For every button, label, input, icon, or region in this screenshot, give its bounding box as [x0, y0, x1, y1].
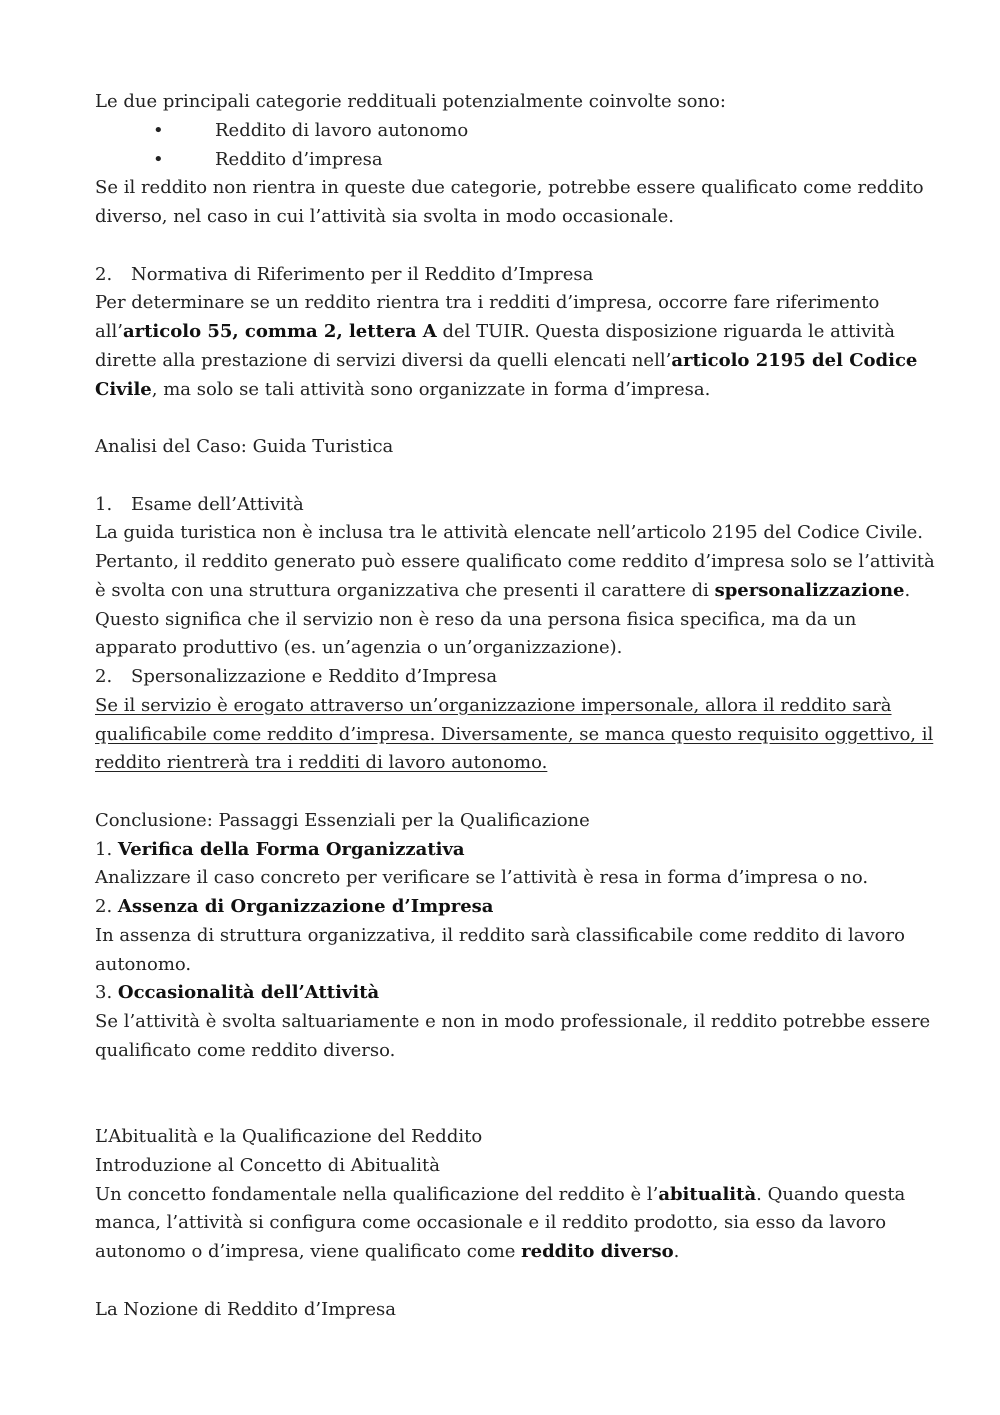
bullet-text: Reddito d’impresa [215, 148, 383, 170]
step-heading [95, 836, 900, 865]
section-heading: L’Abitualità e la Qualificazione del Reddito [95, 1126, 483, 1147]
step-number: 2. [95, 896, 118, 917]
paragraph-line: Analizzare il caso concreto per verificare se l’attività è resa in forma d’impresa o no. [95, 867, 869, 889]
bold-text: spersonalizzazione [714, 579, 905, 601]
spacer [95, 1267, 900, 1296]
text-run: . [673, 1241, 680, 1262]
step-title: Assenza di Organizzazione d’Impresa [117, 896, 494, 917]
intro-line: diverso, nel caso in cui l’attività sia svolta in modo occasionale. [95, 206, 675, 227]
paragraph-line: La guida turistica non è inclusa tra le attività elencate nell’articolo 2195 del Codice Civile. [95, 522, 924, 544]
subsection-heading [95, 663, 900, 692]
text-run: del TUIR. Questa disposizione riguarda le attività [436, 321, 895, 342]
spacer [95, 462, 900, 491]
section-title: Normativa di Riferimento per il Reddito d’Impresa [131, 263, 594, 285]
section-number: 2. [95, 263, 113, 285]
step-number: 1. [95, 838, 118, 860]
paragraph-line: In assenza di struttura organizzativa, il reddito sarà classificabile come reddito di lavoro [95, 924, 905, 946]
spacer [95, 1066, 900, 1124]
section-heading: La Nozione di Reddito d’Impresa [95, 1298, 397, 1320]
step-title: Occasionalità dell’Attività [117, 982, 380, 1004]
intro-lead: Le due principali categorie reddituali potenzialmente coinvolte sono: [95, 91, 726, 112]
step-title: Verifica della Forma Organizzativa [117, 838, 465, 860]
text-run: dirette alla prestazione di servizi diversi da quelli elencati nell’ [95, 349, 672, 371]
section-heading: Analisi del Caso: Guida Turistica [95, 436, 394, 457]
underlined-line: qualificabile come reddito d’impresa. Diversamente, se manca questo requisito oggettivo, il [95, 723, 934, 745]
paragraph-line [95, 318, 900, 347]
bold-text: reddito diverso [521, 1241, 674, 1262]
paragraph-line: Questo significa che il servizio non è reso da una persona fisica specifica, ma da un [95, 608, 857, 630]
subsection-heading: Introduzione al Concetto di Abitualità [95, 1154, 441, 1176]
step-number: 3. [95, 982, 118, 1004]
section-number: 2. [95, 666, 113, 687]
bullet-dot: • [153, 148, 164, 170]
paragraph-line: apparato produttivo (es. un’agenzia o un’organizzazione). [95, 637, 623, 659]
bold-text: articolo 55, comma 2, lettera A [122, 321, 437, 342]
text-run: . [904, 579, 911, 601]
spacer [95, 778, 900, 807]
subsection-heading [95, 491, 900, 520]
paragraph-line: manca, l’attività si configura come occasionale e il reddito prodotto, sia esso da lavoro [95, 1212, 887, 1234]
section-title: Esame dell’Attività [131, 493, 304, 515]
paragraph-line: autonomo. [95, 953, 192, 975]
paragraph-line [95, 1181, 906, 1210]
step-heading [95, 893, 900, 922]
paragraph-line [95, 1238, 900, 1267]
bold-text: Civile [95, 378, 152, 400]
section-title: Spersonalizzazione e Reddito d’Impresa [131, 666, 498, 687]
bullet-item [95, 117, 900, 146]
bullet-text: Reddito di lavoro autonomo [215, 119, 469, 141]
text-run: Un concetto fondamentale nella qualificazione del reddito è l’ [95, 1183, 659, 1205]
text-run: . Quando questa [756, 1183, 906, 1205]
paragraph-line [95, 347, 918, 376]
bullet-dot: • [153, 119, 164, 141]
step-heading [95, 979, 900, 1008]
text-run: è svolta con una struttura organizzativa che presenti il carattere di [95, 579, 715, 601]
bullet-item [95, 146, 900, 175]
paragraph-line [95, 376, 900, 405]
bold-text: abitualità [658, 1183, 757, 1205]
text-run: , ma solo se tali attività sono organizzate in forma d’impresa. [151, 378, 711, 400]
paragraph-line: qualificato come reddito diverso. [95, 1039, 396, 1061]
bold-text: articolo 2195 del Codice [671, 349, 918, 371]
section-heading [95, 261, 900, 290]
underlined-line: reddito rientrerà tra i redditi di lavoro autonomo. [95, 752, 548, 774]
paragraph-line: Pertanto, il reddito generato può essere qualificato come reddito d’impresa solo se l’attività [95, 551, 935, 572]
text-run: all’ [95, 321, 123, 342]
section-heading: Conclusione: Passaggi Essenziali per la Qualificazione [95, 809, 590, 831]
spacer [95, 404, 900, 433]
spacer [95, 232, 900, 261]
paragraph-line: Per determinare se un reddito rientra tra i redditi d’impresa, occorre fare riferimento [95, 292, 880, 314]
paragraph-line: Se l’attività è svolta saltuariamente e non in modo professionale, il reddito potrebbe essere [95, 1011, 931, 1032]
underlined-line: Se il servizio è erogato attraverso un’organizzazione impersonale, allora il reddito sarà [95, 694, 892, 716]
section-number: 1. [95, 493, 113, 515]
intro-line: Se il reddito non rientra in queste due categorie, potrebbe essere qualificato come reddito [95, 177, 924, 199]
paragraph-line [95, 577, 911, 606]
text-run: autonomo o d’impresa, viene qualificato come [95, 1241, 522, 1262]
